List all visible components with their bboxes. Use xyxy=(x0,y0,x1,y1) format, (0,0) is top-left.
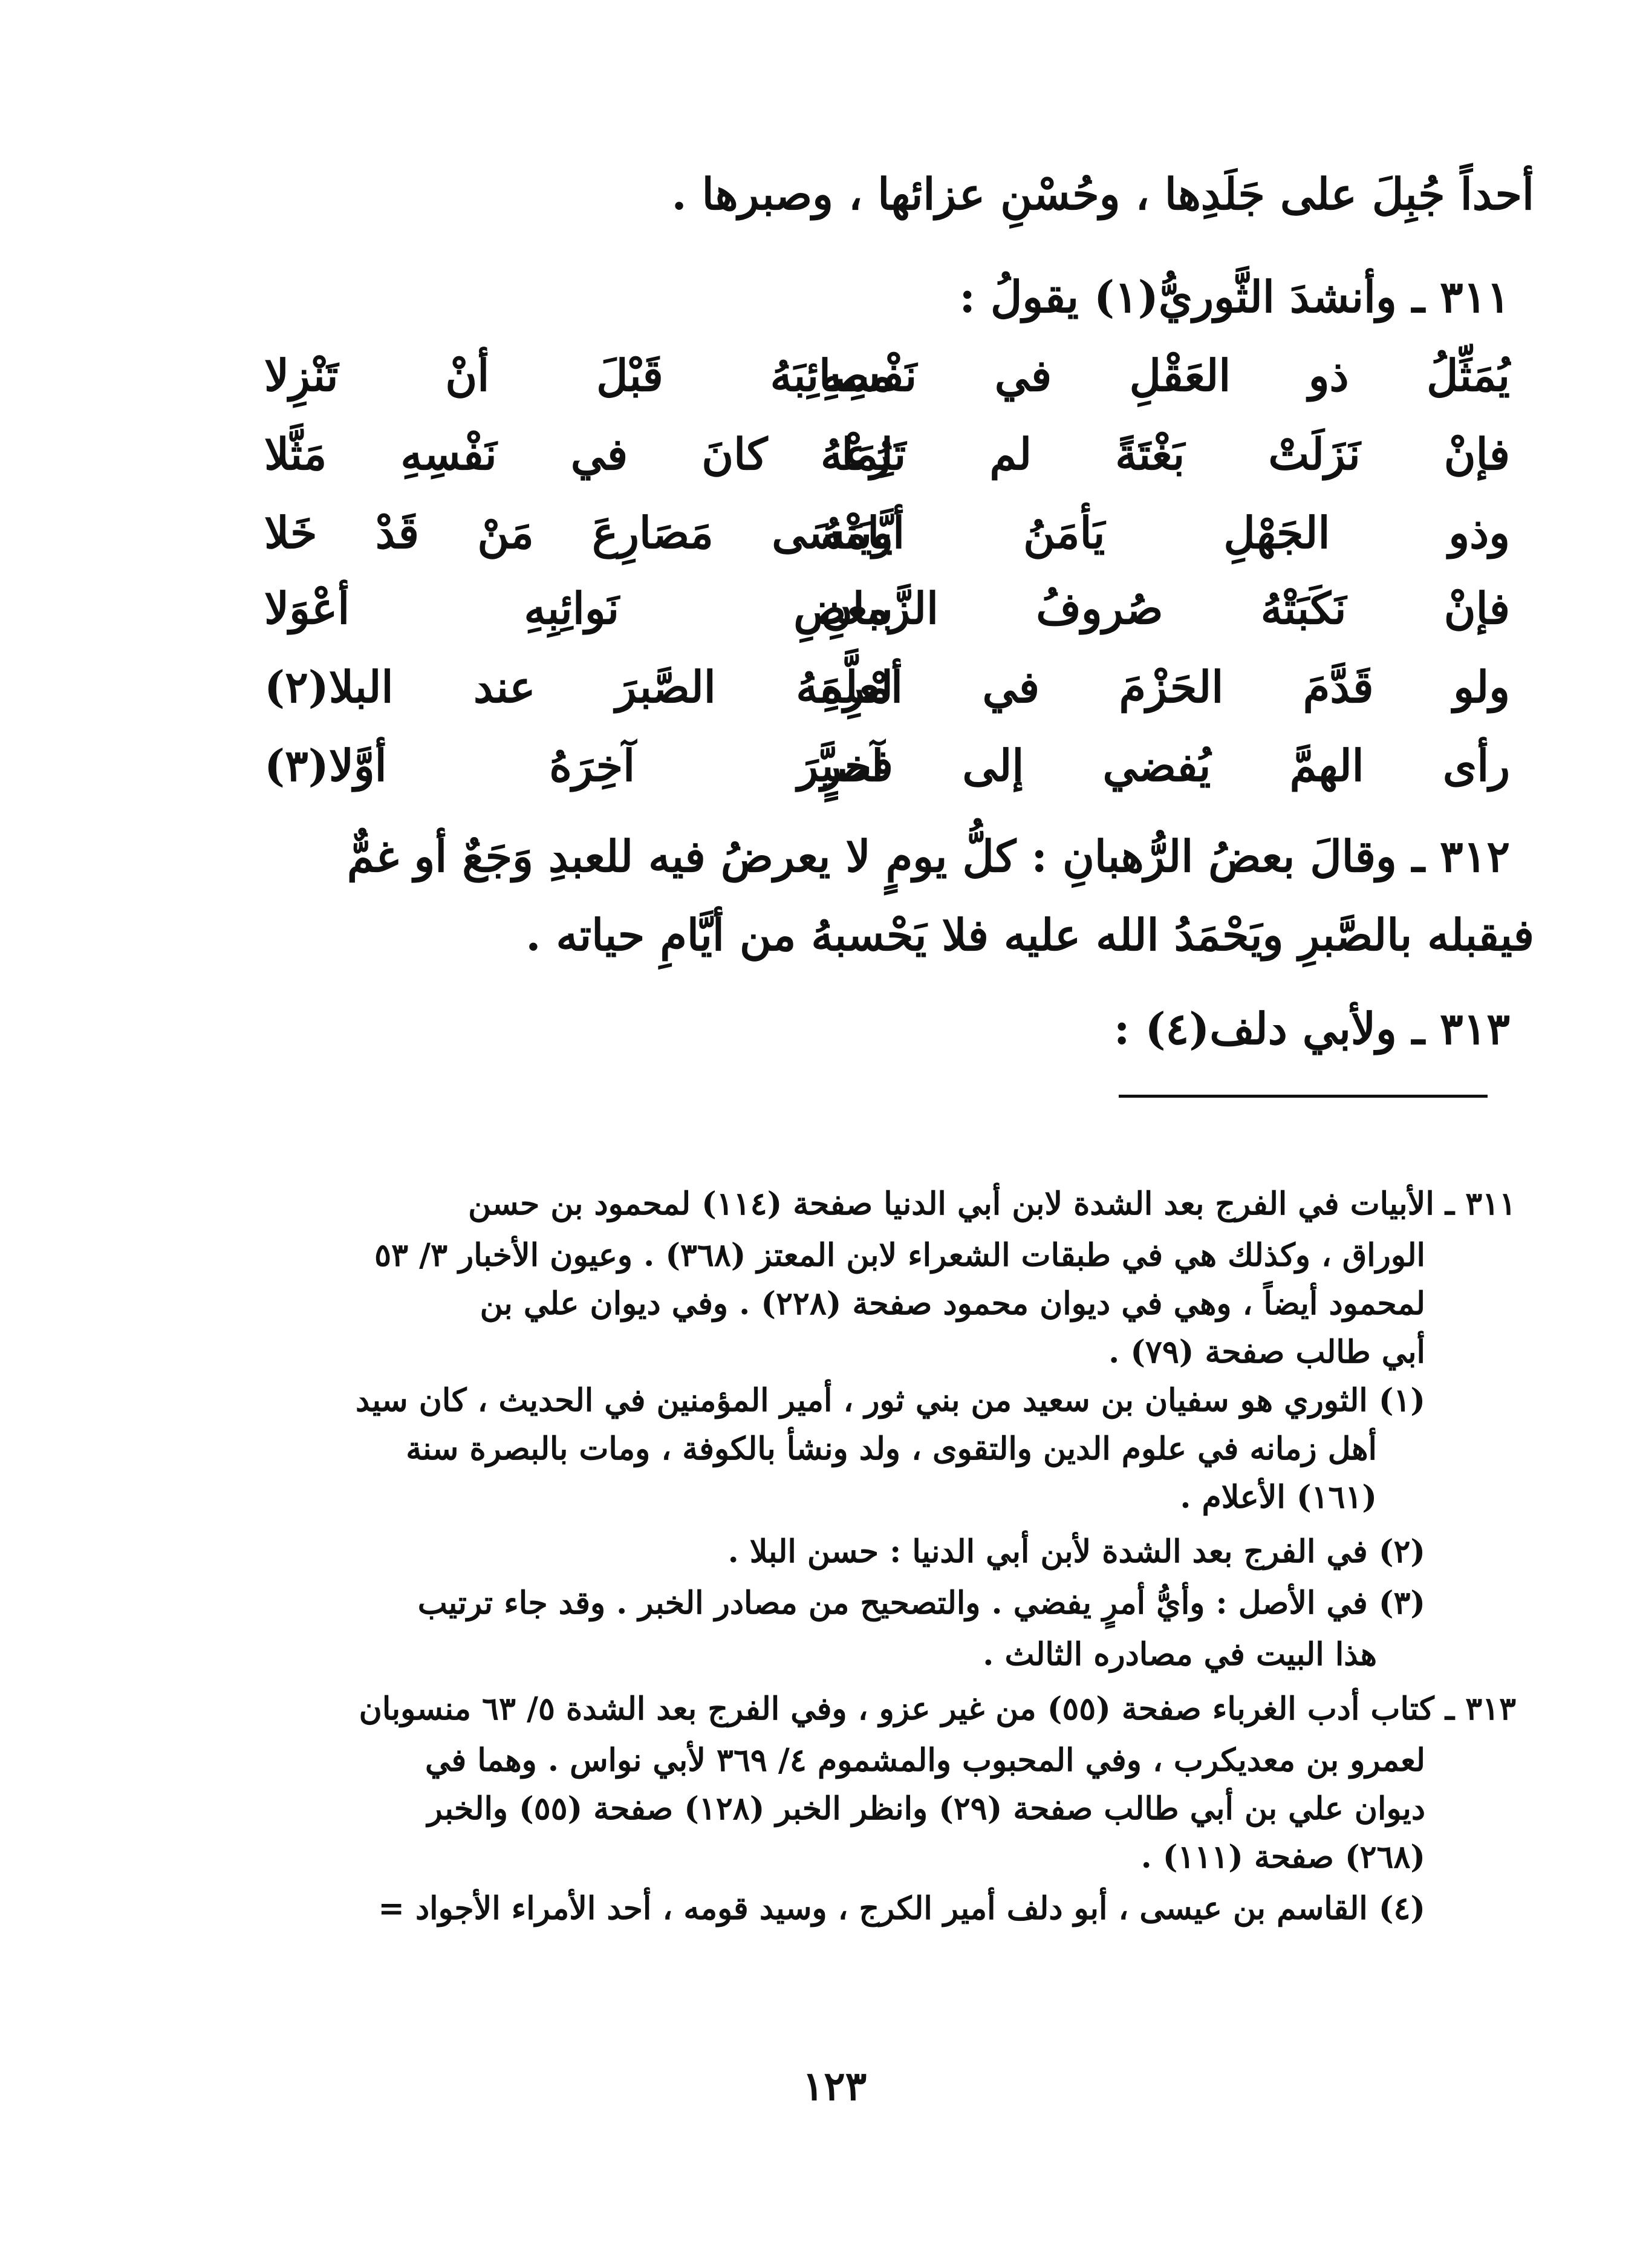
footnote-separator xyxy=(1119,1095,1488,1098)
footnote-line: ٣١١ ـ الأبيات في الفرج بعد الشدة لابن أبي الدنيا صفحة (١١٤) لمحمود بن حسن xyxy=(468,1185,1516,1222)
verse-5-second-hemistich: لعلَّمَهُ الصَّبرَ عند البلا(٢) xyxy=(264,661,893,712)
verse-3-second-hemistich: ويَنْسَى مَصَارِعَ مَنْ قَدْ خَلا xyxy=(264,507,893,558)
verse-2-second-hemistich: لِمَا كانَ في نَفْسِهِ مَثَّلا xyxy=(264,428,893,480)
page-number: ١٢٣ xyxy=(802,2062,867,2110)
footnote-line: (٢) في الفرج بعد الشدة لأبن أبي الدنيا : حسن البلا . xyxy=(727,1533,1425,1570)
footnote-line: (٢٦٨) صفحة (١١١) . xyxy=(1140,1839,1425,1875)
footnote-line: الوراق ، وكذلك هي في طبقات الشعراء لابن المعتز (٣٦٨) . وعيون الأخبار ٣/ ٥٣ xyxy=(374,1237,1425,1274)
verse-5-first-hemistich: ولو قَدَّمَ الحَزْمَ في أمْرِهِ xyxy=(821,661,1510,712)
verse-4-first-hemistich: فإنْ نَكَبَتْهُ صُروفُ الزَّمانِ xyxy=(821,582,1510,634)
entry-311-heading: ٣١١ ـ وأنشدَ الثَّوريُّ(١) يقولُ : xyxy=(959,271,1510,322)
verse-6-second-hemistich: فصيَّرَ آخِرَهُ أوَّلا(٣) xyxy=(264,740,893,791)
footnote-line: ديوان علي بن أبي طالب صفحة (٢٩) وانظر الخبر (١٢٨) صفحة (٥٥) والخبر xyxy=(427,1790,1425,1827)
verse-2-first-hemistich: فإنْ نَزَلَتْ بَغْتَةً لم تَرُعْهُ xyxy=(821,428,1510,480)
footnote-line: (١) الثوري هو سفيان بن سعيد من بني ثور ، أمير المؤمنين في الحديث ، كان سيد xyxy=(356,1382,1425,1419)
verse-3-first-hemistich: وذو الجَهْلِ يَأمَنُ أيَّامَهُ xyxy=(821,507,1510,558)
verse-1-first-hemistich: يُمَثِّلُ ذو العَقْلِ في نَفْسِهِ xyxy=(821,350,1510,401)
footnote-line: أهل زمانه في علوم الدين والتقوى ، ولد ونشأ بالكوفة ، ومات بالبصرة سنة xyxy=(406,1430,1377,1467)
footnote-line: لمحمود أيضاً ، وهي في ديوان محمود صفحة (٢٢٨) . وفي ديوان علي بن xyxy=(480,1285,1425,1322)
footnote-line: أبي طالب صفحة (٧٩) . xyxy=(1108,1334,1425,1370)
intro-line: أحداً جُبِلَ على جَلَدِها ، وحُسْنِ عزائها ، وصبرها . xyxy=(671,168,1534,220)
entry-312-line-1: ٣١٢ ـ وقالَ بعضُ الرُّهبانِ : كلُّ يومٍ لا يعرضُ فيه للعبدِ وَجَعٌ أو غمٌّ xyxy=(346,830,1510,882)
verse-1-second-hemistich: مصائِبَهُ قَبْلَ أنْ تَنْزِلا xyxy=(264,350,893,401)
footnote-line: ٣١٣ ـ كتاب أدب الغرباء صفحة (٥٥) من غير عزو ، وفي الفرج بعد الشدة ٥/ ٦٣ منسوبان xyxy=(359,1690,1516,1727)
footnote-line: (٤) القاسم بن عيسى ، أبو دلف أمير الكرج ، وسيد قومه ، أحد الأمراء الأجواد = xyxy=(378,1890,1425,1927)
verse-4-second-hemistich: ببعضِ نَوائِبِهِ أعْوَلا xyxy=(264,582,893,634)
entry-312-line-2: فيقبله بالصَّبرِ ويَحْمَدُ الله عليه فلا يَحْسبهُ من أيَّامِ حياته . xyxy=(525,909,1534,960)
footnote-line: لعمرو بن معديكرب ، وفي المحبوب والمشموم ٤/ ٣٦٩ لأبي نواس . وهما في xyxy=(425,1742,1425,1779)
verse-6-first-hemistich: رأى الهمَّ يُفضي إلى آخرٍ xyxy=(821,740,1510,791)
footnote-line: (٣) في الأصل : وأيُّ أمرٍ يفضي . والتصحيح من مصادر الخبر . وقد جاء ترتيب xyxy=(417,1585,1425,1621)
footnote-line: (١٦١) الأعلام . xyxy=(1180,1479,1377,1516)
footnote-line: هذا البيت في مصادره الثالث . xyxy=(983,1636,1377,1673)
entry-313-heading: ٣١٣ ـ ولأبي دلف(٤) : xyxy=(1113,1003,1510,1054)
